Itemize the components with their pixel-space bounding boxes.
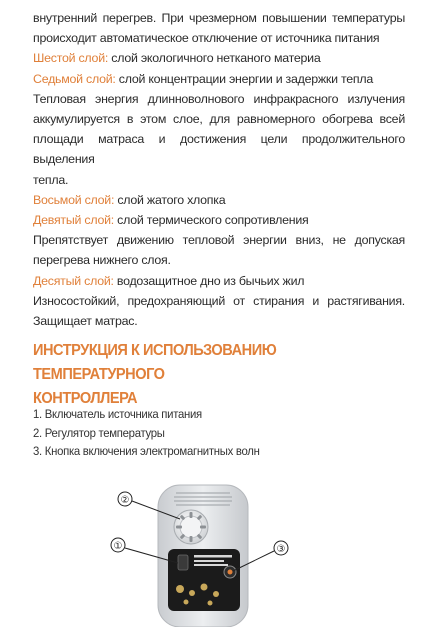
layer-8-title: Восьмой слой: bbox=[33, 192, 115, 207]
layer-8 bbox=[33, 190, 405, 210]
paragraph-line: внутренний перегрев. При чрезмерном повышении температуры bbox=[33, 11, 405, 25]
layer-8-text: слой жатого хлопка bbox=[114, 192, 226, 207]
paragraph-line: Защищает матрас. bbox=[33, 314, 138, 329]
paragraph-line: аккумулируется в этом слое, для равномерного обогрева всей bbox=[33, 112, 405, 127]
paragraph-line: Тепловая энергия длинноволнового инфракрасного излучения bbox=[33, 91, 405, 106]
list-item: 2. Регулятор температуры bbox=[33, 425, 165, 440]
layer-6 bbox=[33, 48, 405, 68]
paragraph-line: Износостойкий, предохраняющий от стирания и растягивания. bbox=[33, 293, 405, 308]
paragraph-line: перегрева нижнего слоя. bbox=[33, 253, 171, 268]
paragraph-line: Препятствует движению тепловой энергии вниз, не допуская bbox=[33, 233, 405, 248]
list-item: 3. Кнопка включения электромагнитных волн bbox=[33, 444, 260, 459]
temperature-controller-figure bbox=[96, 481, 306, 627]
heading-line: КОНТРОЛЛЕРА bbox=[33, 390, 138, 407]
layer-9 bbox=[33, 210, 405, 230]
layer-10-title: Десятый слой: bbox=[33, 273, 114, 288]
instruction-list bbox=[33, 405, 312, 461]
instruction-heading bbox=[33, 339, 390, 411]
layer-6-title: Шестой слой: bbox=[33, 51, 109, 66]
layer-9-text: слой термического сопротивления bbox=[113, 213, 309, 228]
heading-line: ИНСТРУКЦИЯ К ИСПОЛЬЗОВАНИЮ ТЕМПЕРАТУРНОГО bbox=[33, 342, 277, 383]
paragraph-line: площади матраса и достижения цели продолжительного выделения bbox=[33, 132, 405, 167]
layer-10-text: водозащитное дно из бычьих жил bbox=[113, 273, 305, 288]
power-switch-icon bbox=[178, 555, 188, 570]
paragraph-line: тепла. bbox=[33, 172, 69, 187]
temperature-knob-icon bbox=[174, 510, 208, 544]
callout-2: ② bbox=[120, 495, 130, 506]
layer-6-text: слой экологичного нетканого материа bbox=[108, 51, 321, 66]
paragraph-line: происходит автоматическое отключение от источника питания bbox=[33, 31, 380, 46]
layer-9-title: Девятый слой: bbox=[33, 213, 114, 228]
layer-10 bbox=[33, 271, 405, 291]
layer-7-text: слой концентрации энергии и задержки тепла bbox=[115, 71, 373, 86]
layer-7-title: Седьмой слой: bbox=[33, 71, 116, 86]
callout-1: ① bbox=[113, 541, 123, 552]
list-item: 1. Включатель источника питания bbox=[33, 407, 202, 421]
callout-3: ③ bbox=[276, 544, 286, 555]
layers-description bbox=[33, 8, 405, 331]
layer-7 bbox=[33, 69, 405, 89]
